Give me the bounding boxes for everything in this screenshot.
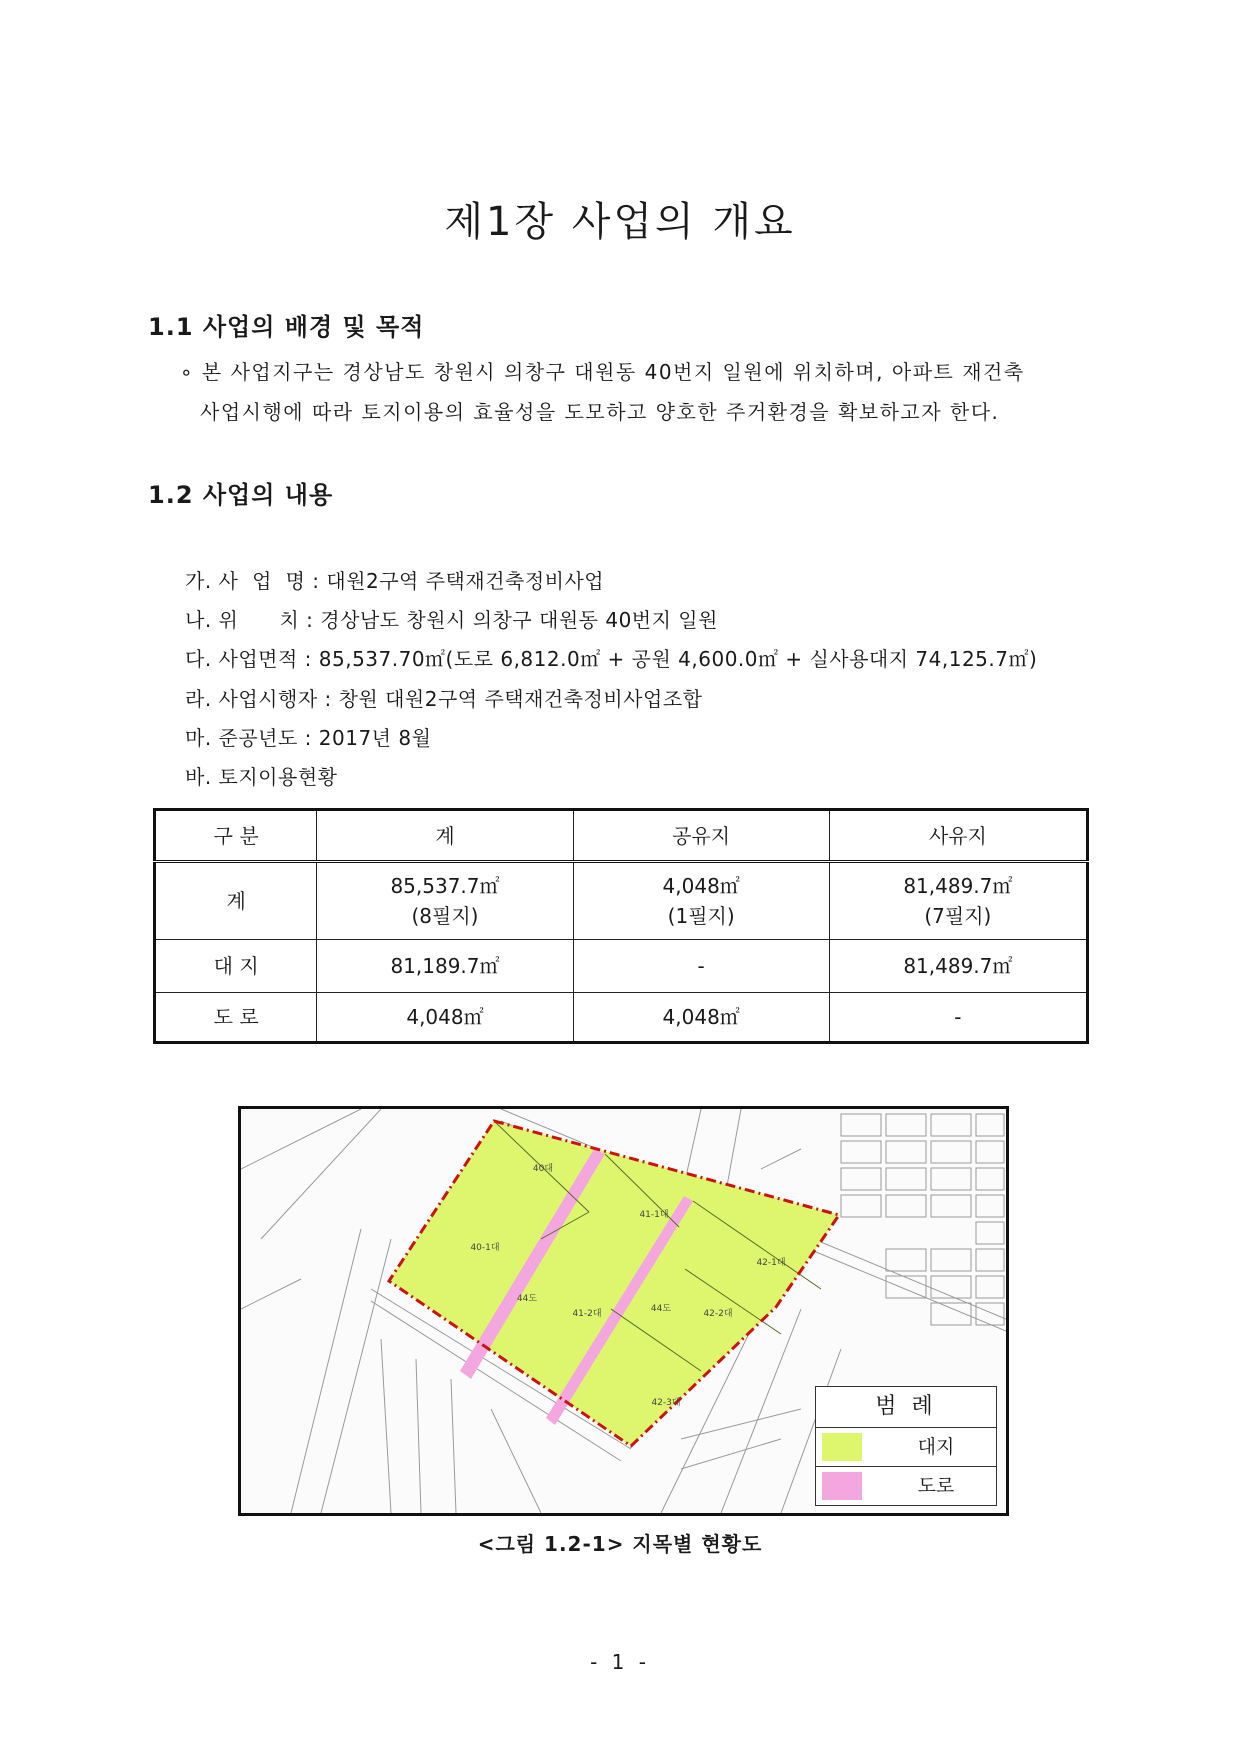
parcel-label: 40-1대 [470, 1243, 500, 1253]
figure-caption: <그림 1.2-1> 지목별 현황도 [477, 1532, 763, 1556]
land-use-table [153, 808, 1089, 1044]
legend-title: 범 례 [816, 1387, 996, 1428]
bullet-icon: ∘ [180, 360, 195, 384]
section-1-1-text1: 본 사업지구는 경상남도 창원시 의창구 대원동 40번지 일원에 위치하며, 아파트 재건축 [201, 360, 1025, 384]
header-public: 공유지 [573, 810, 829, 862]
map-legend [815, 1386, 997, 1506]
row-label: 대 지 [155, 940, 317, 992]
table-row [155, 992, 1088, 1042]
section-1-1-line2: 사업시행에 따라 토지이용의 효율성을 도모하고 양호한 주거환경을 확보하고자 한다. [200, 400, 1000, 424]
legend-swatch-road [822, 1472, 862, 1500]
residential-block-lines [841, 1114, 1004, 1325]
legend-label: 대지 [917, 1436, 955, 1458]
cell-sub: (1필지) [667, 904, 735, 929]
legend-item [816, 1428, 996, 1467]
parcel-label: 42-3대 [651, 1398, 681, 1408]
parcel-label: 40대 [532, 1164, 554, 1174]
item-project-area: 다. 사업면적 : 85,537.70㎡(도로 6,812.0㎡ + 공원 4,600.0㎡ + 실사용대지 74,125.7㎡) [185, 647, 1038, 671]
cell-sub: (7필지) [924, 904, 992, 929]
parcel-label: 44도 [650, 1304, 672, 1314]
row-label: 도 로 [155, 992, 317, 1042]
cell-value: 81,489.7㎡ [903, 874, 1013, 899]
item-land-use-status: 바. 토지이용현황 [185, 765, 338, 789]
cell-value: 4,048㎡ [662, 874, 740, 899]
row-label: 계 [155, 862, 317, 940]
page-number: - 1 - [590, 1650, 650, 1674]
cell-value: 85,537.7㎡ [390, 874, 500, 899]
table-row [155, 862, 1088, 940]
cell-public: 4,048㎡ [573, 992, 829, 1042]
cell-public: - [573, 940, 829, 992]
cell-total [317, 862, 573, 940]
header-total: 계 [317, 810, 573, 862]
parcel-label: 44도 [516, 1294, 538, 1304]
section-1-2-heading: 1.2 사업의 내용 [148, 481, 334, 509]
site-area [389, 1121, 839, 1446]
table-row [155, 940, 1088, 992]
item-completion-year: 마. 준공년도 : 2017년 8월 [185, 726, 432, 750]
item-location: 나. 위 치 : 경상남도 창원시 의창구 대원동 40번지 일원 [185, 608, 718, 632]
cell-total: 81,189.7㎡ [317, 940, 573, 992]
section-1-1-heading: 1.1 사업의 배경 및 목적 [148, 313, 425, 341]
cell-private: - [829, 992, 1087, 1042]
parcel-label: 41-2대 [572, 1309, 602, 1319]
header-private: 사유지 [829, 810, 1087, 862]
cell-total: 4,048㎡ [317, 992, 573, 1042]
parcel-label: 41-1대 [639, 1210, 669, 1220]
cell-sub: (8필지) [411, 904, 479, 929]
legend-swatch-site [822, 1433, 862, 1461]
page-title: 제1장 사업의 개요 [444, 199, 796, 245]
parcel-label: 42-2대 [703, 1309, 733, 1319]
cell-private [829, 862, 1087, 940]
item-operator: 라. 사업시행자 : 창원 대원2구역 주택재건축정비사업조합 [185, 687, 703, 711]
legend-item [816, 1467, 996, 1505]
section-1-1-line1 [180, 352, 1025, 392]
item-project-name: 가. 사 업 명 : 대원2구역 주택재건축정비사업 [185, 569, 605, 593]
legend-label: 도로 [917, 1475, 955, 1497]
cell-private: 81,489.7㎡ [829, 940, 1087, 992]
cell-public [573, 862, 829, 940]
parcel-label: 42-1대 [756, 1258, 786, 1268]
header-category: 구 분 [155, 810, 317, 862]
